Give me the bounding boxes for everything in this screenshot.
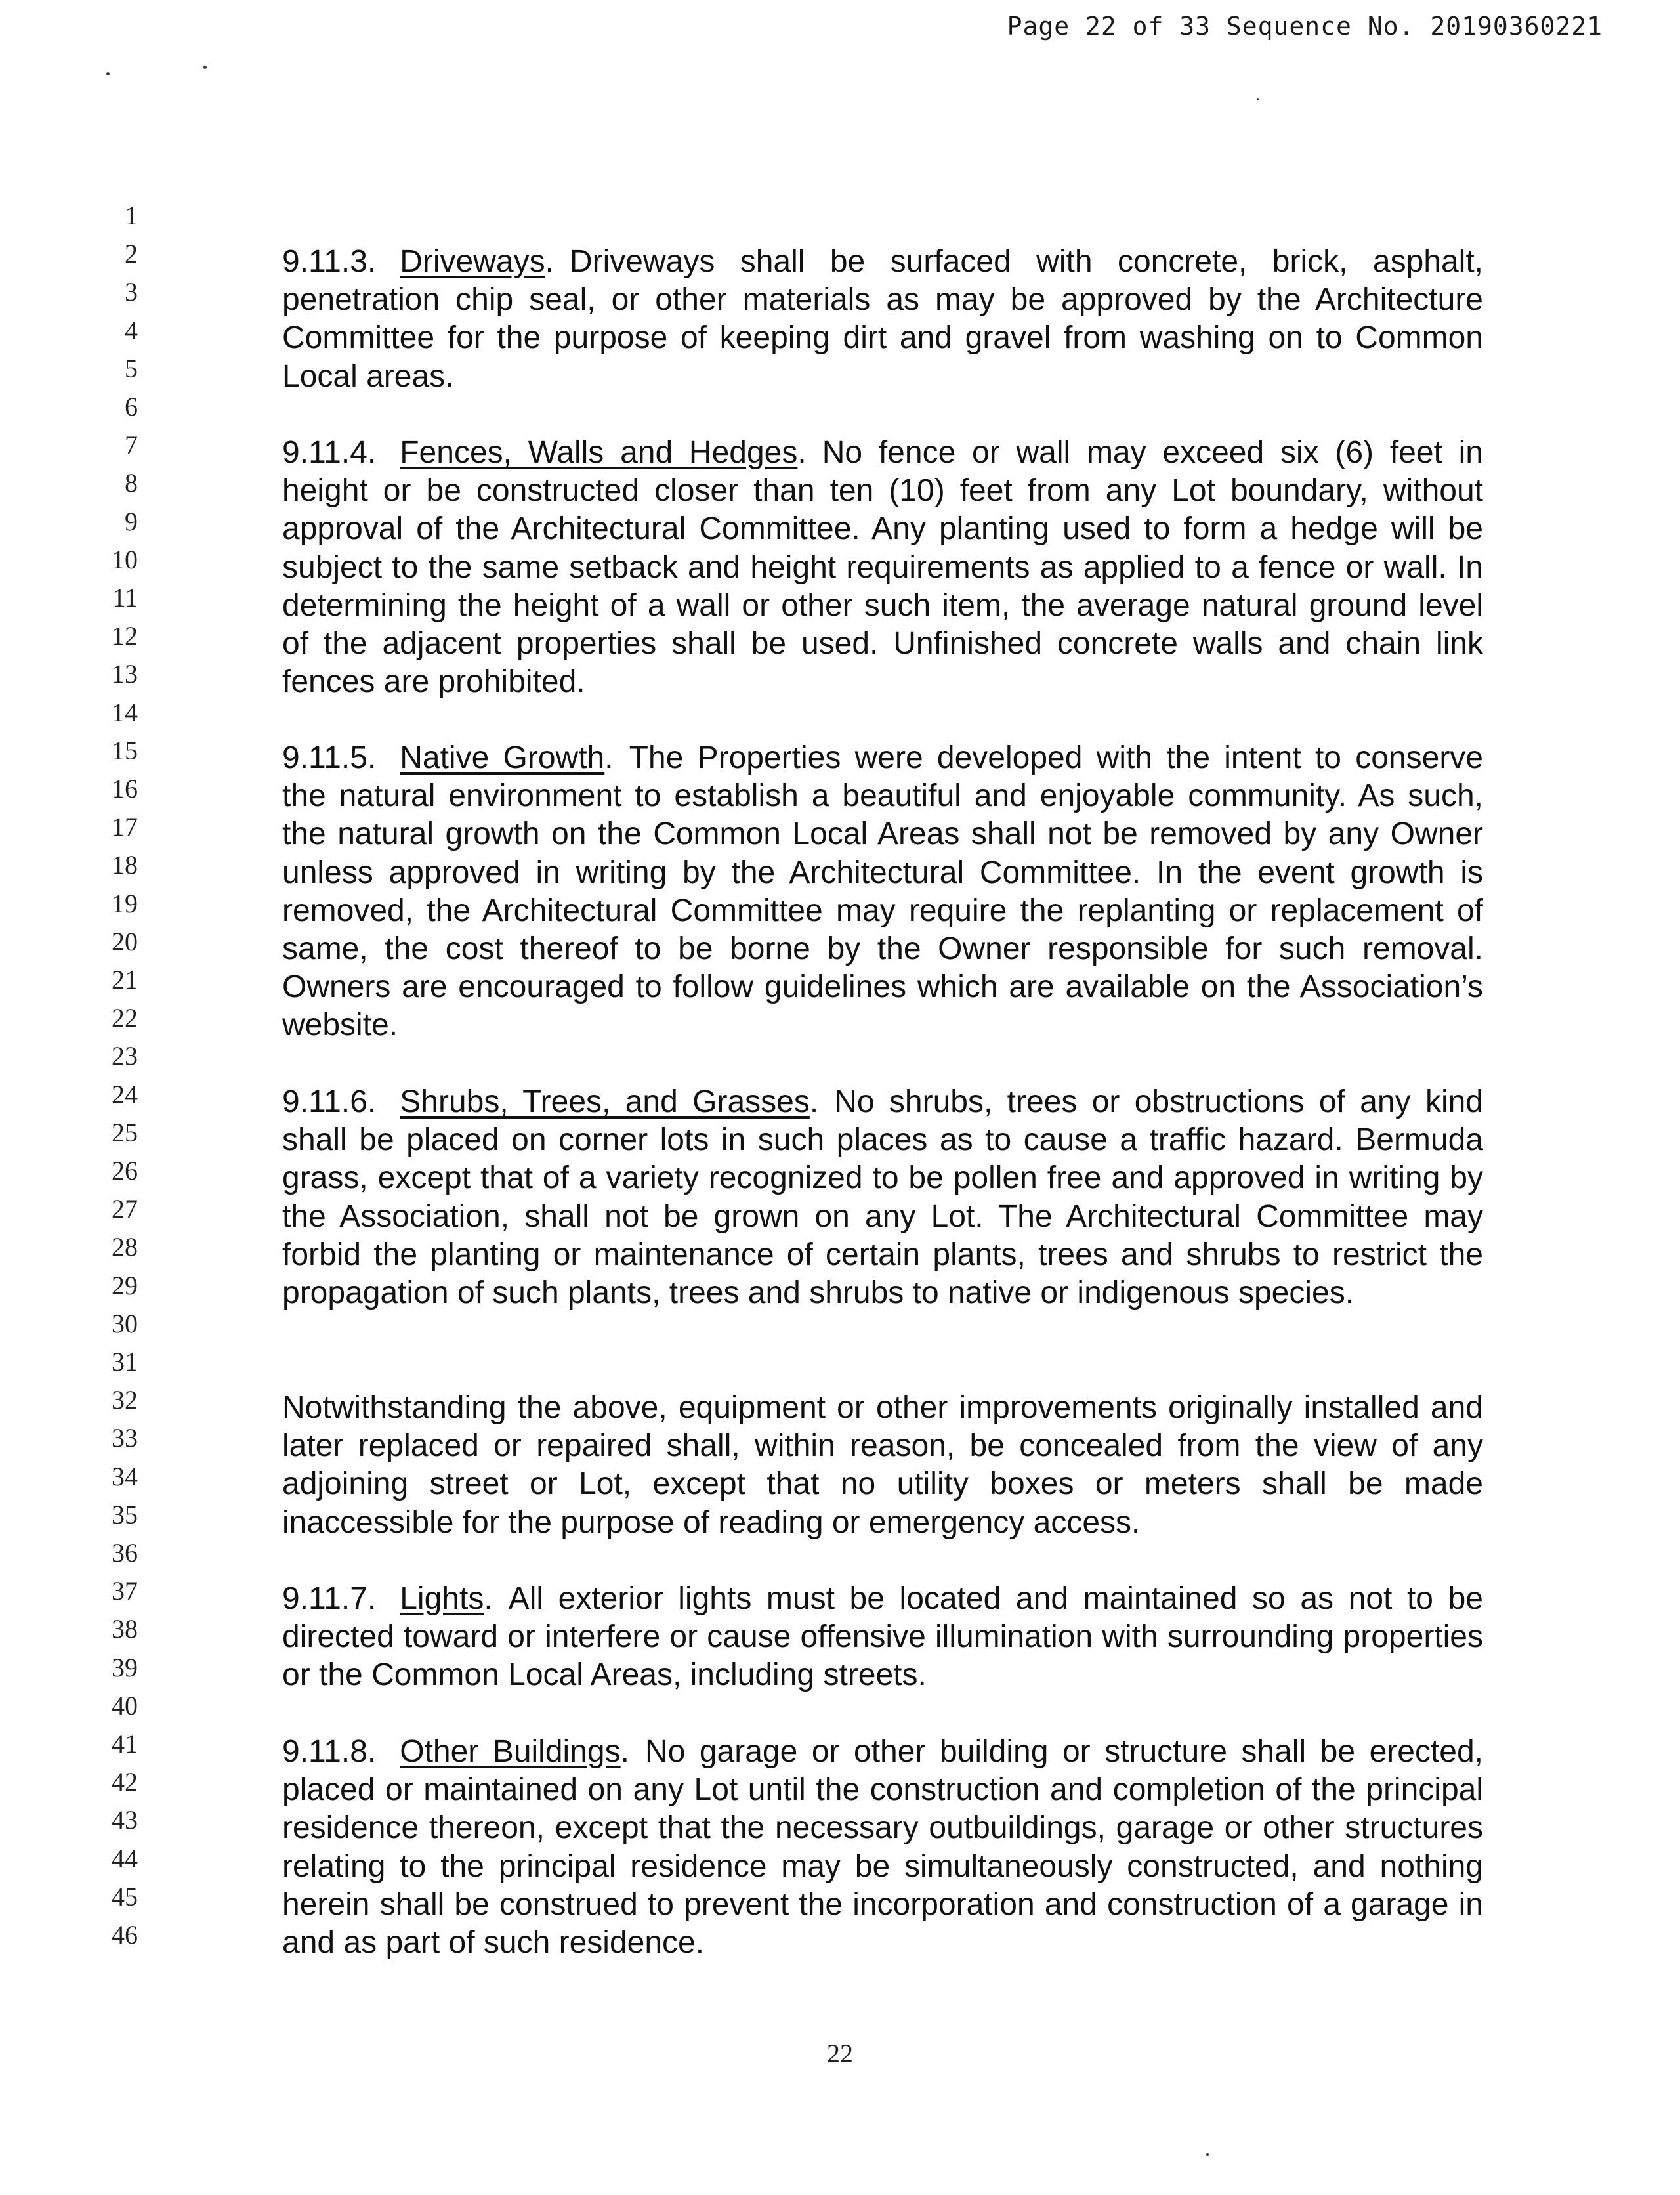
scan-speck <box>203 66 207 69</box>
line-number: 28 <box>112 1232 138 1262</box>
heading-period: . <box>809 1084 819 1119</box>
line-number: 5 <box>125 353 138 383</box>
line-number: 14 <box>112 697 138 727</box>
line-number: 31 <box>112 1347 138 1376</box>
page-header: Page 22 of 33 Sequence No. 20190360221 <box>1007 12 1603 41</box>
line-number: 43 <box>112 1805 138 1835</box>
line-number: 15 <box>112 735 138 765</box>
section-native-growth <box>282 739 1483 1045</box>
heading-period: . <box>620 1734 629 1769</box>
line-number: 18 <box>112 850 138 880</box>
line-number: 30 <box>112 1308 138 1338</box>
line-number: 26 <box>112 1156 138 1185</box>
line-number: 2 <box>125 239 138 269</box>
section-lights <box>282 1580 1483 1695</box>
section-shrubs-trees-grasses <box>282 1083 1483 1312</box>
section-text: No shrubs, trees or obstructions of any kind shall be placed on corner lots in such places as to cause a traffic hazard. Bermuda grass, except that of a variety recognized to be pollen free and approved in writing by the Association, shall not be grown on any Lot. The Architectural Committee may forbid the planting or maintenance of certain plants, trees and shrubs to restrict the propagation of such plants, trees and shrubs to native or indigenous species. <box>282 1084 1484 1311</box>
line-number: 25 <box>112 1117 138 1147</box>
line-number: 13 <box>112 659 138 689</box>
line-number: 21 <box>112 965 138 994</box>
line-number: 10 <box>112 544 138 574</box>
line-number: 17 <box>112 812 138 842</box>
heading-period: . <box>797 435 807 470</box>
section-number: 9.11.7. <box>282 1581 377 1616</box>
line-number: 16 <box>112 774 138 803</box>
section-text: All exterior lights must be located and maintained so as not to be directed toward or interfere or cause offensive illumination with surrounding properties or the Common Local Areas, including streets. <box>282 1581 1483 1693</box>
section-heading: Lights <box>400 1581 484 1616</box>
line-number: 6 <box>125 392 138 421</box>
heading-period: . <box>545 244 554 279</box>
section-number: 9.11.6. <box>282 1084 377 1119</box>
line-number: 8 <box>125 468 138 498</box>
paragraph-notwithstanding <box>282 1389 1483 1542</box>
section-text: No fence or wall may exceed six (6) feet in height or be constructed closer than ten (10) feet from any Lot boundary, without approval of the Architectural Committee. Any planting used to form a hedge will be subject to the same setback and height requirements as applied to a fence or wall. In determining the height of a wall or other such item, the average natural ground level of the adjacent properties shall be used. Unfinished concrete walls and chain link fences are prohibited. <box>282 435 1484 700</box>
line-number: 9 <box>125 506 138 536</box>
line-number: 38 <box>112 1614 138 1644</box>
line-number: 29 <box>112 1270 138 1300</box>
line-number: 7 <box>125 430 138 460</box>
line-number: 40 <box>112 1690 138 1720</box>
section-number: 9.11.3. <box>282 244 377 279</box>
section-driveways <box>282 243 1483 396</box>
section-number: 9.11.5. <box>282 740 377 775</box>
line-number: 32 <box>112 1385 138 1415</box>
section-text: The Properties were developed with the intent to conserve the natural environment to establish a beautiful and enjoyable community. As such, the natural growth on the Common Local Areas shall not be removed by any Owner unless approved in writing by the Architectural Committee. In the event growth is removed, the Architectural Committee may require the replanting or replacement of same, the cost thereof to be borne by the Owner responsible for such removal. Owners are encouraged to follow guidelines which are available on the Association’s website. <box>282 740 1483 1043</box>
section-heading: Driveways <box>400 244 545 279</box>
section-text: Driveways shall be surfaced with concrete, brick, asphalt, penetration chip seal, or other materials as may be approved by the Architecture Committee for the purpose of keeping dirt and gravel from washing on to Common Local areas. <box>282 244 1483 394</box>
line-number: 39 <box>112 1652 138 1682</box>
line-number: 12 <box>112 621 138 651</box>
line-number: 3 <box>125 277 138 307</box>
line-number: 23 <box>112 1041 138 1071</box>
line-number: 45 <box>112 1881 138 1911</box>
line-number: 44 <box>112 1843 138 1873</box>
scan-speck <box>1206 2153 1209 2156</box>
line-number: 1 <box>125 201 138 230</box>
section-number: 9.11.8. <box>282 1734 377 1769</box>
line-number: 4 <box>125 315 138 345</box>
line-number: 20 <box>112 926 138 956</box>
heading-period: . <box>604 740 614 775</box>
page-number: 22 <box>827 2039 853 2068</box>
line-number: 27 <box>112 1194 138 1224</box>
line-number: 46 <box>112 1920 138 1950</box>
line-number: 41 <box>112 1729 138 1758</box>
scan-speck <box>106 72 110 75</box>
section-number: 9.11.4. <box>282 435 377 470</box>
line-number: 42 <box>112 1767 138 1797</box>
line-number: 33 <box>112 1423 138 1453</box>
heading-period: . <box>484 1581 493 1616</box>
line-number: 19 <box>112 888 138 918</box>
scan-speck <box>1257 98 1259 100</box>
line-number: 11 <box>112 583 138 612</box>
section-other-buildings <box>282 1733 1483 1962</box>
line-number: 24 <box>112 1079 138 1109</box>
line-number: 37 <box>112 1576 138 1606</box>
section-heading: Other Buildings <box>400 1734 621 1769</box>
section-heading: Fences, Walls and Hedges <box>400 435 798 470</box>
line-number: 36 <box>112 1538 138 1567</box>
section-heading: Native Growth <box>400 740 605 775</box>
section-fences-walls-hedges <box>282 434 1483 701</box>
line-number: 34 <box>112 1461 138 1491</box>
section-text: No garage or other building or structure shall be erected, placed or maintained on any Lot until the construction and completion of the principal residence thereon, except that the necessary outbuildings, garage or other structures relating to the principal residence may be simultaneously constructed, and nothing herein shall be construed to prevent the incorporation and construction of a garage in and as part of such residence. <box>282 1734 1484 1961</box>
section-heading: Shrubs, Trees, and Grasses <box>400 1084 810 1119</box>
line-number: 35 <box>112 1499 138 1529</box>
section-text: Notwithstanding the above, equipment or other improvements originally installed and later replaced or repaired shall, within reason, be concealed from the view of any adjoining street or Lot, except that no utility boxes or meters shall be made inaccessible for the purpose of reading or emergency access. <box>282 1390 1483 1540</box>
line-number: 22 <box>112 1003 138 1033</box>
